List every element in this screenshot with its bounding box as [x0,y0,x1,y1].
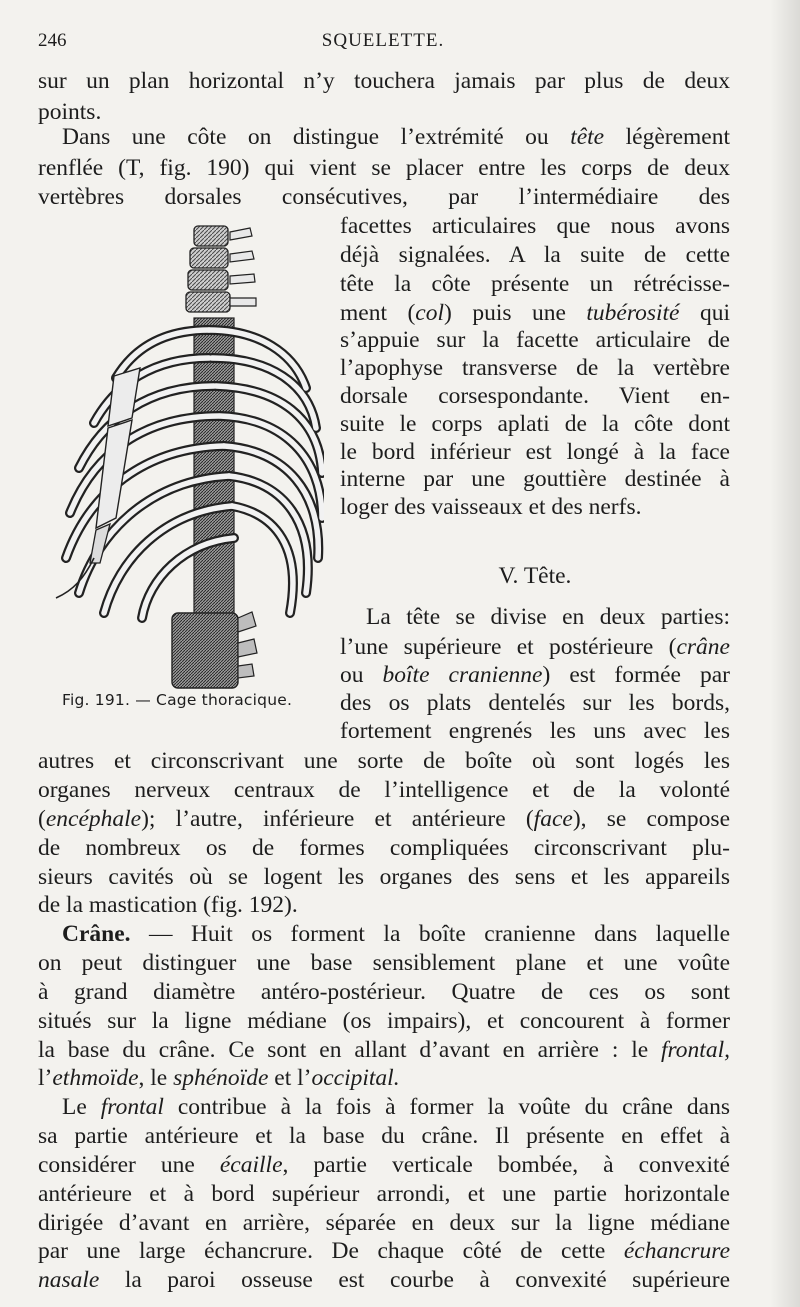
text-run: sur un plan horizontal n’y touchera jamais par plus de deux [38,68,730,94]
text-line [340,716,730,747]
text-line [38,977,730,1008]
text-line [340,409,730,440]
text-line [38,1063,730,1094]
text-line [340,269,730,300]
text-run: sa partie antérieure et la base du crâne. Il présente en effet à [38,1123,730,1149]
italic-term: occipital. [311,1065,400,1091]
text-run: organes nerveux centraux de l’intelligence et de la volonté [38,777,730,803]
text-line [38,746,730,777]
text-run: renflée (T, fig. 190) qui vient se placer entre les corps de deux [38,155,730,181]
figure-caption: Fig. 191. — Cage thoracique. [62,691,293,709]
text-run: La tête se divise en deux parties: [366,604,730,630]
text-run: , partie verticale bombée, à convexité [282,1152,730,1178]
text-line [38,948,730,979]
text-line [38,1208,730,1239]
text-line [38,153,730,184]
text-run: ou [340,662,383,688]
running-title: SQUELETTE. [321,30,445,51]
text-run: l’ [38,1065,53,1091]
text-run: tête la côte présente un rétrécisse- [340,271,730,297]
text-run: Dans une côte on distingue l’extrémité ou [62,124,571,150]
text-line [38,833,730,864]
text-line [38,890,730,921]
text-run: suite le corps aplati de la côte dont [340,411,730,437]
italic-term: boîte cranienne [382,662,543,688]
text-run: l’une supérieure et postérieure ( [340,634,677,660]
text-line [38,1006,730,1037]
text-run: V. Tête. [498,563,572,589]
text-line [38,1150,730,1181]
text-run: contribue à la fois à former la voûte du crâne dans [163,1094,730,1120]
page-number: 246 [38,30,67,51]
italic-term: col [415,300,445,326]
text-run: ), se compose [572,806,731,832]
page-gutter-shadow [770,0,800,1307]
text-line [38,1265,730,1296]
text-line [340,632,730,663]
text-run: légèrement [604,124,731,150]
text-run: antérieure et à bord supérieur arrondi, et une partie horizontale [38,1181,730,1207]
italic-term: face [533,806,573,832]
page-header [38,30,728,58]
text-line [38,919,730,950]
italic-term: tête [570,124,605,150]
text-run: ( [38,806,46,832]
text-line [340,325,730,356]
text-run: déjà signalées. A la suite de cette [340,242,730,268]
text-line [38,862,730,893]
italic-term: crâne [676,634,730,660]
text-run: la base du crâne. Ce sont en allant d’avant en arrière : le [38,1037,661,1063]
text-run: autres et circonscrivant une sorte de boîte où sont logés les [38,748,730,774]
text-line [38,1179,730,1210]
text-run: situés sur la ligne médiane (os impairs), et concourent à former [38,1008,730,1034]
italic-term: écaille [219,1152,283,1178]
text-run: , le [138,1065,174,1091]
text-run: Le [62,1094,101,1120]
text-line [38,182,730,213]
text-run: ) est formée par [542,662,730,688]
text-line [38,1035,730,1066]
text-run: dirigée d’avant en arrière, séparée en deux sur la ligne médiane [38,1210,730,1236]
text-run: sieurs cavités où se logent les organes des sens et les appareils [38,864,730,890]
text-run: points. [38,99,102,125]
text-run: des os plats dentelés sur les bords, [340,690,730,716]
section-heading [340,561,730,592]
text-line [340,492,730,523]
text-run: interne par une gouttière destinée à [340,466,730,492]
italic-term: échancrure [623,1238,730,1264]
text-run: ) puis une [444,300,587,326]
text-run: s’appuie sur la facette articulaire de [340,327,730,353]
text-run: de la mastication (fig. 192). [38,892,298,918]
spine [172,226,257,688]
text-run: par une large échancrure. De chaque côté de cette [38,1238,624,1264]
italic-term: ethmoïde [52,1065,139,1091]
text-run: — Huit os forment la boîte cranienne dans laquelle [130,921,730,947]
italic-term: frontal, [661,1037,730,1063]
text-line [340,381,730,412]
text-run: le bord inférieur est longé à la face [340,439,730,465]
italic-term: sphénoïde [173,1065,269,1091]
run-in-heading: Crâne. [62,921,131,947]
text-line [38,1236,730,1267]
text-line [38,122,730,153]
text-line [340,660,730,691]
text-run: de nombreux os de formes compliquées circonscrivant plu- [38,835,730,861]
text-line [38,1092,730,1123]
text-run: l’apophyse transverse de la vertèbre [340,355,730,381]
text-line [38,804,730,835]
italic-term: encéphale [45,806,142,832]
thoracic-cage-illustration [44,218,324,693]
text-run: loger des vaisseaux et des nerfs. [340,494,642,520]
text-line [340,602,730,633]
text-line [340,353,730,384]
text-line [38,66,730,97]
text-line [340,464,730,495]
italic-term: nasale [38,1267,100,1293]
text-run: fortement engrenés les uns avec les [340,718,730,744]
text-run: ); l’autre, inférieure et antérieure ( [141,806,534,832]
text-line [340,688,730,719]
text-line [38,775,730,806]
italic-term: tubérosité [586,300,680,326]
text-run: dorsale corsespondante. Vient en- [340,383,730,409]
text-run: qui [679,300,731,326]
text-run: vertèbres dorsales consécutives, par l’intermédiaire des [38,184,730,210]
text-line [340,240,730,271]
text-run: et l’ [268,1065,312,1091]
text-run: considérer une [38,1152,220,1178]
text-run: on peut distinguer une base sensiblement plane et une voûte [38,950,730,976]
italic-term: frontal [100,1094,164,1120]
text-run: ment ( [340,300,416,326]
text-line [38,1121,730,1152]
text-run: la paroi osseuse est courbe à convexité supérieure [99,1267,730,1293]
text-run: à grand diamètre antéro-postérieur. Quatre de ces os sont [38,979,730,1005]
text-line [340,211,730,242]
text-run: facettes articulaires que nous avons [340,213,730,239]
